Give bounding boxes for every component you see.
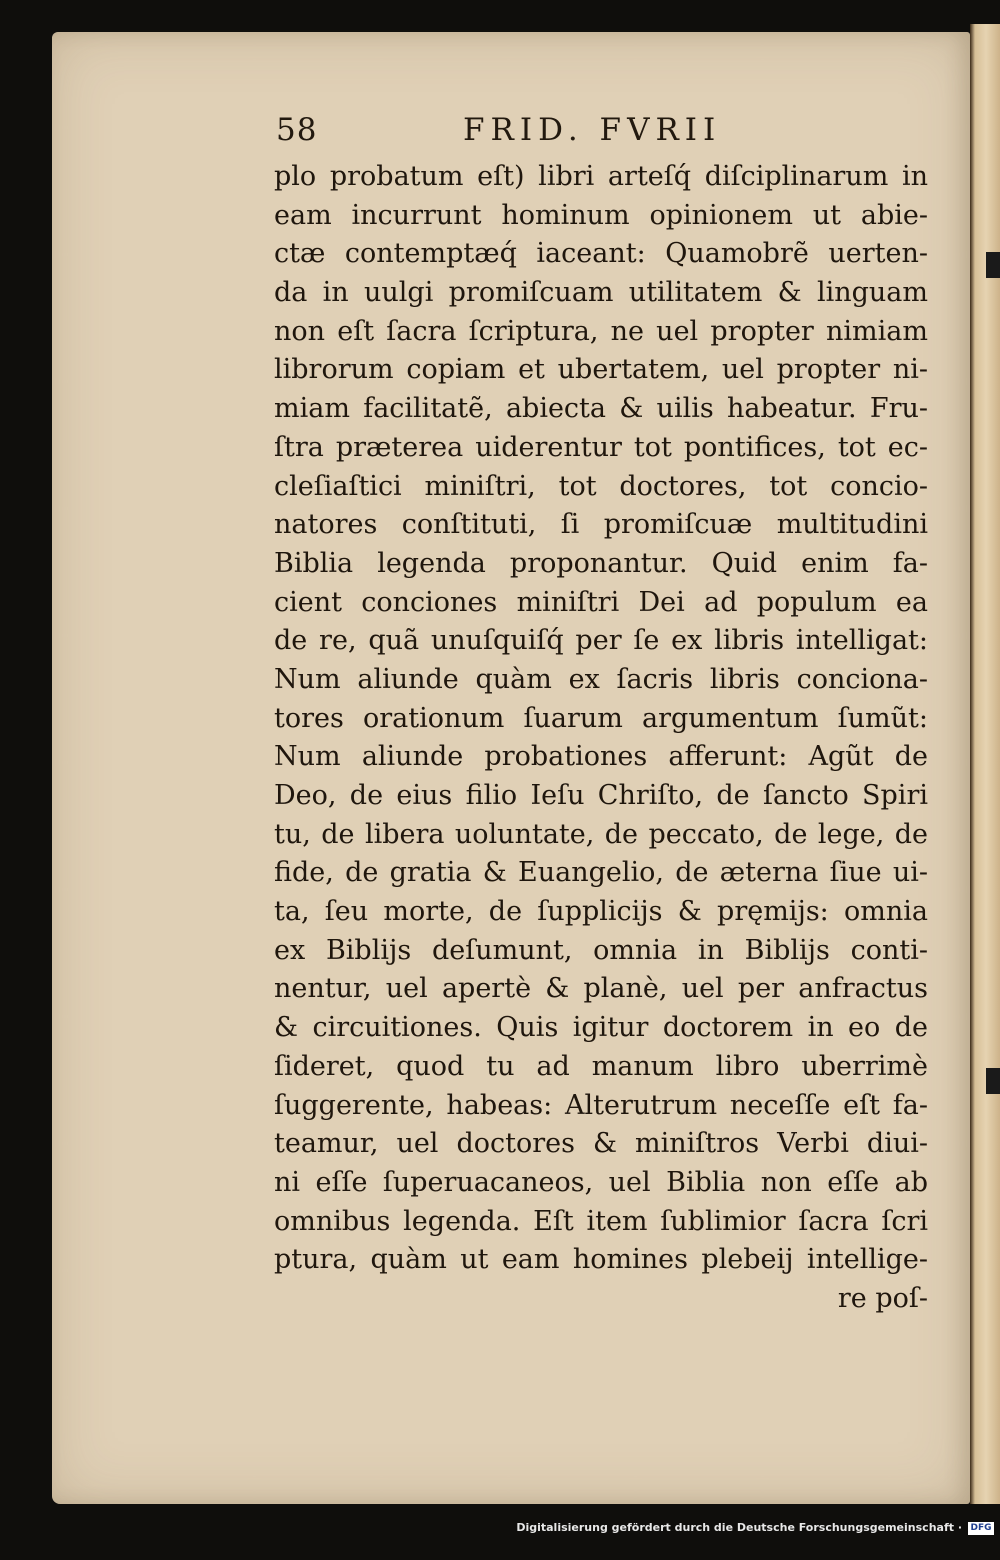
text-line: Biblia legenda proponantur. Quid enim fa- [274, 547, 928, 579]
running-head [276, 112, 756, 156]
text-line: non eſt ſacra ſcriptura, ne uel propter nimiam [274, 315, 928, 347]
text-line: cient conciones miniſtri Dei ad populum ea [274, 586, 928, 618]
text-line: cleſiaſtici miniſtri, tot doctores, tot concio- [274, 470, 928, 502]
text-line: da in uulgi promiſcuam utilitatem & linguam [274, 277, 928, 309]
text-line: ex Biblijs deſumunt, omnia in Biblijs conti- [274, 934, 928, 966]
running-title: FRID. FVRII [463, 112, 722, 148]
text-line: plo probatum eſt) libri arteſq́ diſciplinarum in [274, 161, 928, 192]
catchword: re poſ- [837, 1282, 928, 1314]
text-line: miam facilitatẽ, abiecta & uilis habeatur. Fru- [274, 393, 928, 425]
text-line: ſuggerente, habeas: Alterutrum neceſſe eſt fa- [274, 1089, 928, 1121]
footer-band [0, 1512, 1000, 1560]
text-line: ptura, quàm ut eam homines plebeij intellige- [274, 1244, 928, 1276]
text-line: ni eſſe ſuperuacaneos, uel Biblia non eſſe ab [274, 1166, 928, 1198]
text-line: natores conſtituti, ſi promiſcuæ multitudini [274, 509, 928, 541]
page-number: 58 [276, 112, 318, 148]
text-line: tu, de libera uoluntate, de peccato, de lege, de [274, 818, 928, 850]
text-line: ſtra præterea uiderentur tot pontifices, tot ec- [274, 431, 928, 463]
page-clip-marker [986, 252, 1000, 278]
text-line: fide, de gratia & Euangelio, de æterna ſiue ui- [274, 857, 928, 889]
text-line: tores orationum ſuarum argumentum ſumũt: [274, 702, 928, 734]
text-line: librorum copiam et ubertatem, uel propter ni- [274, 354, 928, 386]
digitization-credit: Digitalisierung gefördert durch die Deutsche Forschungsgemeinschaft · [516, 1521, 962, 1534]
text-line: nentur, uel apertè & planè, uel per anfractus [274, 973, 928, 1005]
dfg-logo: DFG [968, 1522, 994, 1535]
text-line: eam incurrunt hominum opinionem ut abie- [274, 199, 928, 231]
text-line: teamur, uel doctores & miniſtros Verbi diui- [274, 1128, 928, 1160]
text-line: & circuitiones. Quis igitur doctorem in eo de [274, 1012, 928, 1044]
facing-page-edge [970, 24, 1000, 1504]
body-text [274, 158, 928, 1319]
text-line: ta, ſeu morte, de ſupplicijs & pręmijs: omnia [274, 896, 928, 928]
text-line: de re, quã unuſquiſq́ per ſe ex libris intelligat: [274, 625, 928, 657]
text-line: ctæ contemptæq́ iaceant: Quamobrẽ uerten- [274, 238, 928, 270]
text-line: Num aliunde probationes afferunt: Agũt de [274, 741, 928, 773]
page-clip-marker [986, 1068, 1000, 1094]
text-line: Deo, de eius filio Ieſu Chriſto, de ſancto Spiri [274, 780, 928, 811]
text-line: ſideret, quod tu ad manum libro uberrimè [274, 1050, 928, 1082]
text-line: omnibus legenda. Eſt item ſublimior ſacra ſcri [274, 1205, 928, 1237]
text-line: Num aliunde quàm ex ſacris libris conciona- [274, 663, 928, 695]
